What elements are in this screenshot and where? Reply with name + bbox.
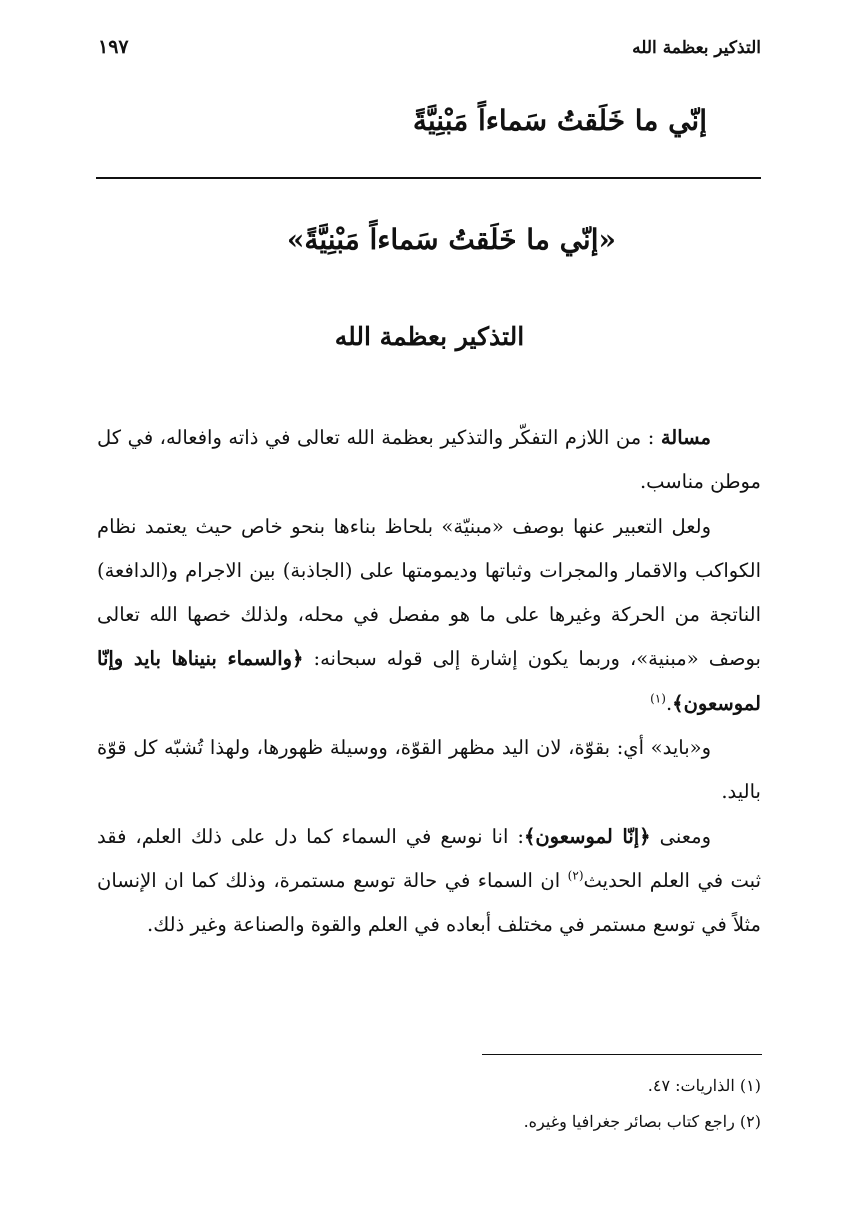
paragraph-1 xyxy=(97,416,761,505)
issue-label: مسالة xyxy=(660,426,711,449)
heading-divider xyxy=(96,177,761,179)
footnote-2: (٢) راجع كتاب بصائر جغرافيا وغيره. xyxy=(523,1112,761,1131)
paragraph-2 xyxy=(97,505,761,726)
footnote-ref-1: (١) xyxy=(650,691,666,706)
paragraph-4-end: ان السماء في حالة توسع مستمرة، وذلك كما ان الإنسان مثلاً في توسع مستمر في مختلف أبعاده في العلم والقوة والصناعة وغير ذلك. xyxy=(97,868,761,937)
quran-quote-1: ﴿والسماء بنيناها بايد وإنّا لموسعون﴾ xyxy=(97,647,761,715)
chapter-heading: إنّي ما خَلَقتُ سَماءاً مَبْنِيَّةً xyxy=(412,104,707,137)
page-number: ١٩٧ xyxy=(98,36,129,58)
footnote-ref-2: (٢) xyxy=(567,868,584,883)
footnotes xyxy=(97,1068,761,1140)
paragraph-4-start: ومعنى xyxy=(650,824,711,848)
quran-quote-2: ﴿إنّا لموسعون﴾ xyxy=(523,824,651,848)
footnote-1: (١) الذاريات: ٤٧. xyxy=(647,1076,761,1095)
body-text xyxy=(97,416,761,948)
paragraph-1-text: : من اللازم التفكّر والتذكير بعظمة الله تعالى في ذاته وافعاله، في كل موطن مناسب. xyxy=(97,426,761,494)
chapter-title: «إنّي ما خَلَقتُ سَماءاً مَبْنِيَّةً» xyxy=(286,223,616,256)
paragraph-4-mid: : انا نوسع في السماء كما دل على ذلك العلم، فقد ثبت في العلم الحديث xyxy=(97,824,761,892)
running-title: التذكير بعظمة الله xyxy=(632,38,761,58)
section-heading: التذكير بعظمة الله xyxy=(334,322,525,351)
paragraph-3: و«بايد» أي: بقوّة، لان اليد مظهر القوّة، ووسيلة ظهورها، ولهذا تُشبّه كل قوّة باليد. xyxy=(97,736,761,804)
paragraph-4 xyxy=(97,815,761,948)
paragraph-2-text: ولعل التعبير عنها بوصف «مبنيّة» بلحاظ بناءها بنحو خاص حيث يعتمد نظام الكواكب والاقمار والمجرات وثباتها وديمومتها على (الجاذبة) بين الاجرام و(الدافعة) الناتجة من الحركة وغيرها على ما هو مفصل في محله، ولذلك خصها الله تعالى بوصف «مبنية»، وربما يكون إشارة إلى قوله سبحانه: xyxy=(97,514,761,671)
paragraph-2-end: . xyxy=(665,691,673,715)
footnote-divider xyxy=(482,1054,762,1055)
